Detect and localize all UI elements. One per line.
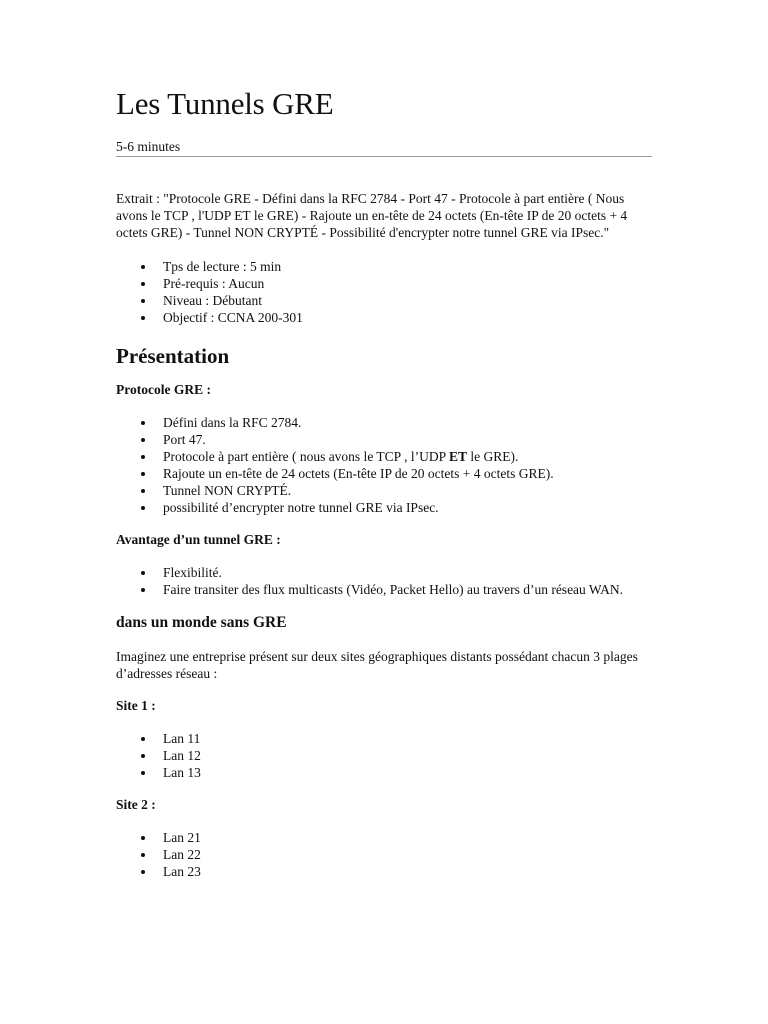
list-item: Lan 23 [116, 863, 652, 880]
protocole-list [116, 414, 652, 516]
title-divider [116, 156, 652, 157]
intro-paragraph: Imaginez une entreprise présent sur deux sites géographiques distants possédant chacun 3 plages d’adresses réseau : [116, 649, 638, 681]
list-item: Tunnel NON CRYPTÉ. [116, 482, 652, 499]
list-item: Pré-requis : Aucun [116, 275, 652, 292]
list-item: Faire transiter des flux multicasts (Vidéo, Packet Hello) au travers d’un réseau WAN. [116, 581, 652, 598]
list-item: Lan 13 [116, 764, 652, 781]
site2-label: Site 2 : [116, 797, 156, 812]
list-item [116, 448, 652, 465]
site2-list [116, 829, 652, 880]
avantage-label: Avantage d’un tunnel GRE : [116, 532, 281, 547]
list-item: Tps de lecture : 5 min [116, 258, 652, 275]
list-item-text: le GRE). [466, 449, 519, 464]
site1-list [116, 730, 652, 781]
list-item: Lan 11 [116, 730, 652, 747]
list-item: Lan 21 [116, 829, 652, 846]
list-item: Défini dans la RFC 2784. [116, 414, 652, 431]
avantage-list [116, 564, 652, 598]
list-item: possibilité d’encrypter notre tunnel GRE via IPsec. [116, 499, 652, 516]
extrait-paragraph: Extrait : "Protocole GRE - Défini dans la RFC 2784 - Port 47 - Protocole à part entière ( Nous avons le TCP , l'UDP ET le GRE) - Rajoute un en-tête de 24 octets (En-tête IP de 20 octets + 4 octets GRE) - Tunnel NON CRYPTÉ - Possibilité d'encrypter notre tunnel GRE via IPsec." [116, 191, 628, 240]
list-item: Lan 12 [116, 747, 652, 764]
section-heading-monde-sans-gre: dans un monde sans GRE [116, 614, 287, 631]
list-item: Rajoute un en-tête de 24 octets (En-tête IP de 20 octets + 4 octets GRE). [116, 465, 652, 482]
page-title: Les Tunnels GRE [116, 86, 334, 121]
list-item: Objectif : CCNA 200-301 [116, 309, 652, 326]
emphasis-text: ET [448, 449, 467, 464]
protocole-label: Protocole GRE : [116, 382, 211, 397]
article-content [116, 82, 652, 880]
meta-list [116, 258, 652, 326]
section-heading-presentation: Présentation [116, 344, 230, 368]
list-item-text: Protocole à part entière ( nous avons le TCP , l’UDP [163, 449, 449, 464]
list-item: Lan 22 [116, 846, 652, 863]
list-item: Port 47. [116, 431, 652, 448]
list-item: Flexibilité. [116, 564, 652, 581]
site1-label: Site 1 : [116, 698, 156, 713]
list-item: Niveau : Débutant [116, 292, 652, 309]
reading-time: 5-6 minutes [116, 139, 181, 154]
